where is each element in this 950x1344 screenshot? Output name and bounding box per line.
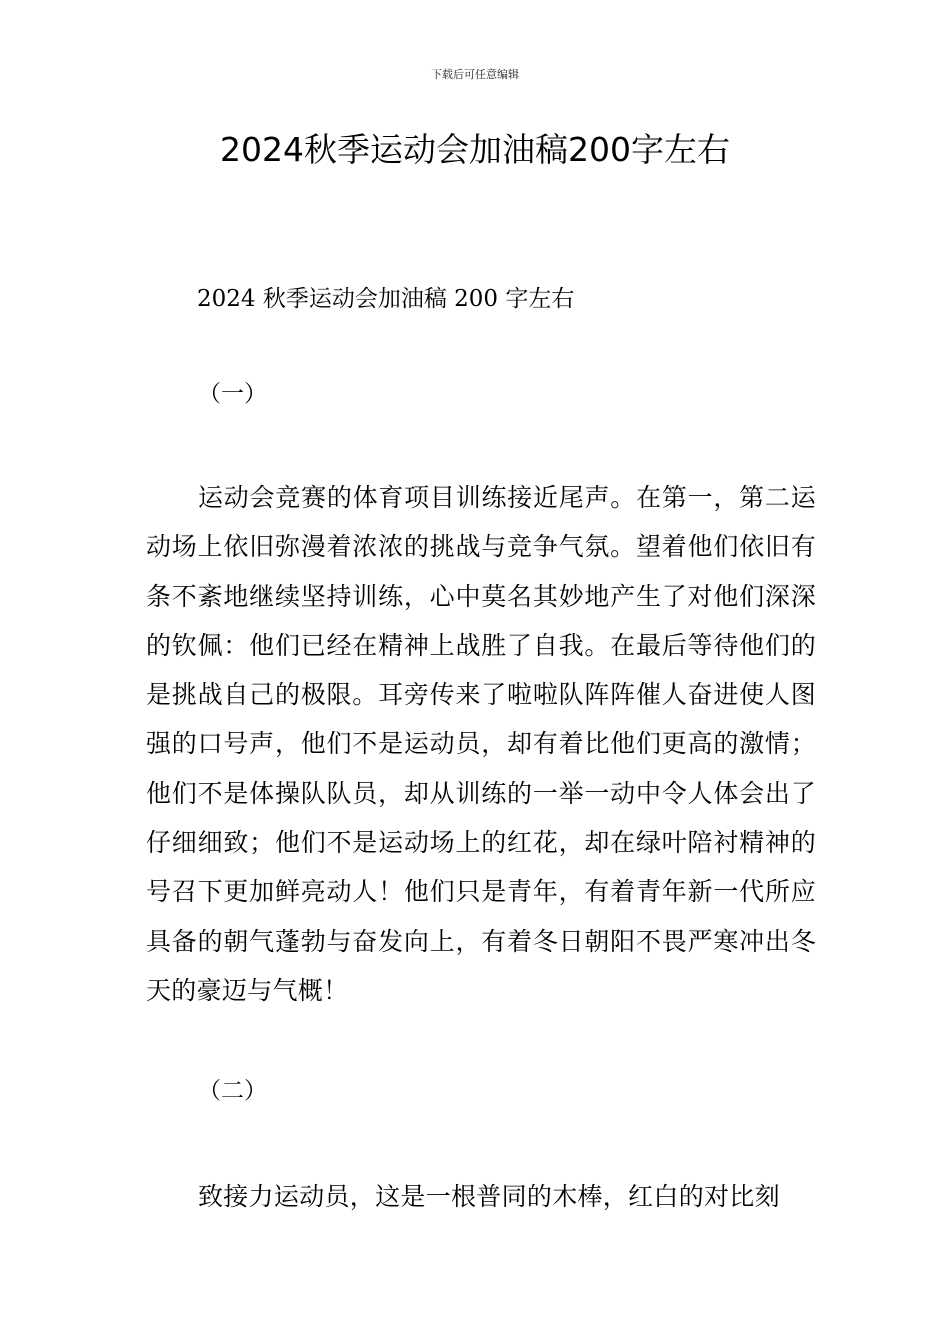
- document-subtitle: 2024 秋季运动会加油稿 200 字左右: [197, 286, 575, 312]
- header-note: 下载后可任意编辑: [431, 68, 519, 81]
- section-paragraph-2: 致接力运动员，这是一根普同的木棒，红白的对比刻: [198, 1182, 780, 1211]
- section-label-2: （二）: [198, 1078, 267, 1104]
- document-title: 2024秋季运动会加油稿200字左右: [220, 130, 730, 169]
- section-paragraph-1: 运动会竞赛的体育项目训练接近尾声。在第一，第二运动场上依旧弥漫着浓浓的挑战与竞争气氛。望着他们依旧有条不紊地继续坚持训练，心中莫名其妙地产生了对他们深深的钦佩：他们已经在精神上战胜了自我。在最后等待他们的是挑战自己的极限。耳旁传来了啦啦队阵阵催人奋进使人图强的口号声，他们不是运动员，却有着比他们更高的激情；他们不是体操队队员，却从训练的一举一动中令人体会出了仔细细致；他们不是运动场上的红花，却在绿叶陪衬精神的号召下更加鲜亮动人！他们只是青年，有着青年新一代所应具备的朝气蓬勃与奋发向上，有着冬日朝阳不畏严寒冲出冬天的豪迈与气概！: [146, 483, 816, 1005]
- section-label-1: （一）: [198, 381, 267, 407]
